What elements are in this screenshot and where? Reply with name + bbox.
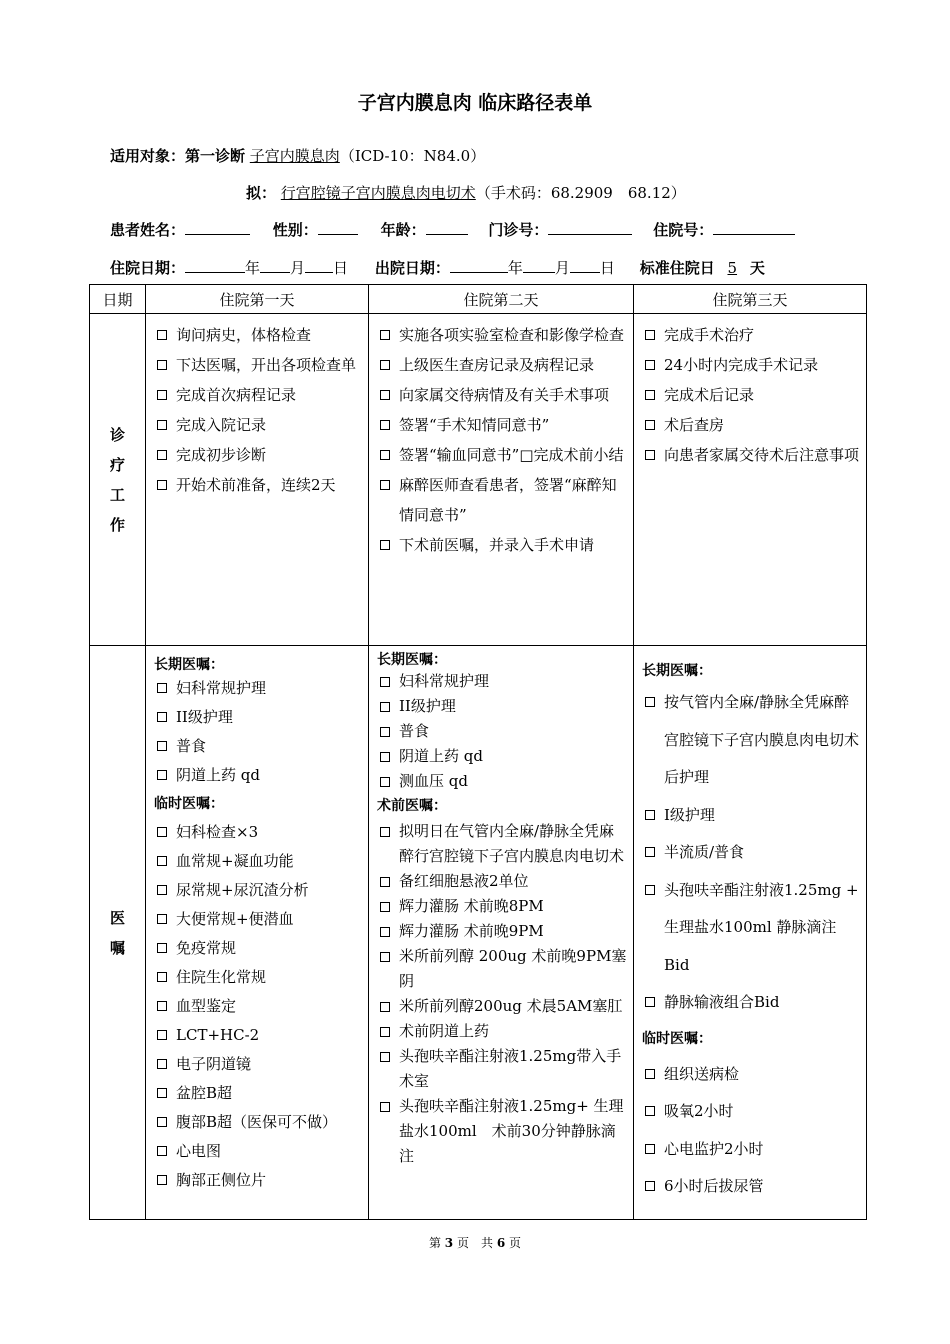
checklist-item[interactable]: 免疫常规	[154, 934, 364, 963]
cell-day1-work	[146, 314, 369, 646]
checklist-item[interactable]: 妇科常规护理	[154, 674, 364, 703]
checklist-item[interactable]: 备红细胞悬液2单位	[377, 869, 629, 894]
checklist-item[interactable]: 签署“输血同意书”□完成术前小结	[377, 440, 629, 470]
patient-info-line	[110, 219, 795, 240]
checklist-item[interactable]: 半流质/普食	[642, 834, 862, 872]
checklist	[634, 684, 866, 1022]
long-term-orders-title: 长期医嘱：	[377, 652, 447, 668]
checklist	[634, 314, 866, 470]
checklist-item[interactable]: 下达医嘱，开出各项检查单	[154, 350, 364, 380]
procedure-code: （手术码：68.2909 68.12）	[475, 184, 686, 202]
sex-label: 性别：	[272, 221, 318, 239]
year-unit: 年	[507, 259, 523, 277]
applicable-line	[110, 145, 485, 166]
checklist	[369, 669, 633, 794]
checklist	[146, 674, 368, 790]
month-unit: 月	[290, 259, 306, 277]
checklist-item[interactable]: 组织送病检	[642, 1056, 862, 1094]
admit-month-field[interactable]	[260, 258, 290, 273]
admit-year-field[interactable]	[185, 258, 245, 273]
page-footer	[0, 1234, 950, 1251]
temp-orders-title: 临时医嘱：	[642, 1030, 712, 1047]
day-unit: 日	[599, 259, 615, 277]
page-total: 6	[496, 1236, 506, 1250]
plan-label: 拟：	[246, 184, 277, 202]
row-label-orders	[90, 646, 146, 1220]
checklist-item[interactable]: 上级医生查房记录及病程记录	[377, 350, 629, 380]
checklist-item[interactable]: 吸氧2小时	[642, 1093, 862, 1131]
procedure-name: 行宫腔镜子宫内膜息肉电切术	[280, 184, 476, 202]
temp-orders-title: 临时医嘱：	[154, 796, 224, 812]
checklist-item[interactable]: 普食	[154, 732, 364, 761]
checklist-item[interactable]: 完成入院记录	[154, 410, 364, 440]
checklist-item[interactable]: 拟明日在气管内全麻/静脉全凭麻醉行宫腔镜下子宫内膜息肉电切术	[377, 819, 629, 869]
row-label-diagnosis-work	[90, 314, 146, 646]
discharge-year-field[interactable]	[450, 258, 508, 273]
days-unit: 天	[749, 259, 765, 277]
applicable-label: 适用对象：第一诊断	[110, 147, 246, 165]
checklist-item[interactable]: 签署“手术知情同意书”	[377, 410, 629, 440]
checklist-item[interactable]: 胸部正侧位片	[154, 1166, 364, 1195]
checklist-item[interactable]: I级护理	[642, 797, 862, 835]
checklist	[369, 314, 633, 560]
checklist-item[interactable]: 完成初步诊断	[154, 440, 364, 470]
checklist-item[interactable]: 大便常规+便潜血	[154, 905, 364, 934]
checklist-item[interactable]: 血型鉴定	[154, 992, 364, 1021]
checklist-item[interactable]: 术后查房	[642, 410, 862, 440]
date-line	[110, 257, 765, 278]
cell-day1-orders	[146, 646, 369, 1220]
std-stay-label: 标准住院日	[639, 259, 715, 277]
checklist-item[interactable]: 盆腔B超	[154, 1079, 364, 1108]
col-header-day2: 住院第二天	[369, 285, 634, 314]
checklist-item[interactable]: 24小时内完成手术记录	[642, 350, 862, 380]
checklist-item[interactable]: 普食	[377, 719, 629, 744]
checklist-item[interactable]: 辉力灌肠 术前晚9PM	[377, 919, 629, 944]
page-title: 子宫内膜息肉 临床路径表单	[357, 92, 593, 114]
checklist-item[interactable]: 头孢呋辛酯注射液1.25mg + 生理盐水100ml 静脉滴注 Bid	[642, 872, 862, 985]
std-stay-days: 5	[727, 259, 738, 277]
patient-name-field[interactable]	[185, 220, 250, 235]
checklist	[369, 819, 633, 1169]
row-label-char: 作	[109, 515, 125, 534]
day-unit: 日	[333, 259, 349, 277]
checklist-item[interactable]: 米所前列醇200ug 术晨5AM塞肛	[377, 994, 629, 1019]
page-number: 3	[444, 1236, 454, 1250]
checklist-item[interactable]: 头孢呋辛酯注射液1.25mg+ 生理盐水100ml 术前30分钟静脉滴注	[377, 1094, 629, 1169]
checklist-item[interactable]: 腹部B超（医保可不做）	[154, 1108, 364, 1137]
checklist-item[interactable]: 向家属交待病情及有关手术事项	[377, 380, 629, 410]
row-label-char: 诊	[109, 425, 125, 444]
discharge-month-field[interactable]	[523, 258, 555, 273]
admission-no-field[interactable]	[713, 220, 795, 235]
diagnosis: 子宫内膜息肉	[249, 147, 340, 165]
checklist-item[interactable]: 妇科检查×3	[154, 818, 364, 847]
checklist-item[interactable]: 术前阴道上药	[377, 1019, 629, 1044]
procedure-line	[246, 182, 686, 203]
discharge-day-field[interactable]	[570, 258, 600, 273]
checklist-item[interactable]: 完成术后记录	[642, 380, 862, 410]
checklist-item[interactable]: II级护理	[377, 694, 629, 719]
checklist-item[interactable]: 静脉输液组合Bid	[642, 984, 862, 1022]
row-label-char: 医	[109, 908, 125, 927]
checklist-item[interactable]: 血常规+凝血功能	[154, 847, 364, 876]
row-label-char: 嘱	[109, 938, 125, 957]
cell-day3-orders	[634, 646, 867, 1220]
checklist-item[interactable]: 尿常规+尿沉渣分析	[154, 876, 364, 905]
checklist-item[interactable]: 住院生化常规	[154, 963, 364, 992]
year-unit: 年	[245, 259, 261, 277]
checklist-item[interactable]: 麻醉医师查看患者，签署“麻醉知情同意书”	[377, 470, 629, 530]
clinic-no-field[interactable]	[548, 220, 632, 235]
cell-day2-orders	[369, 646, 634, 1220]
checklist-item[interactable]: LCT+HC-2	[154, 1021, 364, 1050]
checklist-item[interactable]: 心电监护2小时	[642, 1131, 862, 1169]
checklist-item[interactable]: 向患者家属交待术后注意事项	[642, 440, 862, 470]
patient-name-label: 患者姓名：	[110, 221, 186, 239]
checklist-item[interactable]: 测血压 qd	[377, 769, 629, 794]
checklist-item[interactable]: II级护理	[154, 703, 364, 732]
checklist-item[interactable]: 心电图	[154, 1137, 364, 1166]
footer-text: 页 共	[456, 1236, 493, 1250]
checklist	[146, 818, 368, 1195]
checklist-item[interactable]: 下术前医嘱，并录入手术申请	[377, 530, 629, 560]
age-field[interactable]	[426, 220, 468, 235]
col-header-day3: 住院第三天	[634, 285, 867, 314]
clinic-no-label: 门诊号：	[488, 221, 549, 239]
admission-no-label: 住院号：	[653, 221, 714, 239]
cell-day2-work	[369, 314, 634, 646]
checklist-item[interactable]: 米所前列醇 200ug 术前晚9PM塞阴	[377, 944, 629, 994]
table-row-orders	[90, 646, 867, 1220]
footer-text: 页	[509, 1236, 522, 1250]
checklist-item[interactable]: 阴道上药 qd	[377, 744, 629, 769]
discharge-date-label: 出院日期：	[374, 259, 450, 277]
month-unit: 月	[554, 259, 570, 277]
col-header-day1: 住院第一天	[146, 285, 369, 314]
row-label-char: 工	[109, 485, 125, 504]
pre-op-orders-title: 术前医嘱：	[377, 798, 447, 814]
checklist-item[interactable]: 辉力灌肠 术前晚8PM	[377, 894, 629, 919]
admit-date-label: 住院日期：	[110, 259, 186, 277]
checklist	[146, 314, 368, 500]
sex-field[interactable]	[318, 220, 358, 235]
checklist-item[interactable]: 妇科常规护理	[377, 669, 629, 694]
long-term-orders-title: 长期医嘱：	[154, 657, 224, 673]
checklist-item[interactable]: 开始术前准备，连续2天	[154, 470, 364, 500]
checklist-item[interactable]: 6小时后拔尿管	[642, 1168, 862, 1206]
checklist-item[interactable]: 完成手术治疗	[642, 320, 862, 350]
checklist-item[interactable]: 完成首次病程记录	[154, 380, 364, 410]
age-label: 年龄：	[380, 221, 426, 239]
col-header-date: 日期	[90, 285, 146, 314]
table-row-diagnosis-work	[90, 314, 867, 646]
admit-day-field[interactable]	[305, 258, 333, 273]
checklist-item[interactable]: 按气管内全麻/静脉全凭麻醉宫腔镜下子宫内膜息肉电切术后护理	[642, 684, 862, 797]
footer-text: 第	[428, 1236, 441, 1250]
clinical-pathway-table	[89, 284, 867, 1220]
checklist-item[interactable]: 阴道上药 qd	[154, 761, 364, 790]
icd-code: （ICD-10：N84.0）	[339, 147, 486, 165]
long-term-orders-title: 长期医嘱：	[642, 663, 712, 679]
table-header-row	[90, 285, 867, 314]
checklist	[634, 1056, 866, 1206]
checklist-item[interactable]: 电子阴道镜	[154, 1050, 364, 1079]
checklist-item[interactable]: 询问病史，体格检查	[154, 320, 364, 350]
checklist-item[interactable]: 头孢呋辛酯注射液1.25mg带入手术室	[377, 1044, 629, 1094]
cell-day3-work	[634, 314, 867, 646]
checklist-item[interactable]: 实施各项实验室检查和影像学检查	[377, 320, 629, 350]
row-label-char: 疗	[109, 455, 125, 474]
